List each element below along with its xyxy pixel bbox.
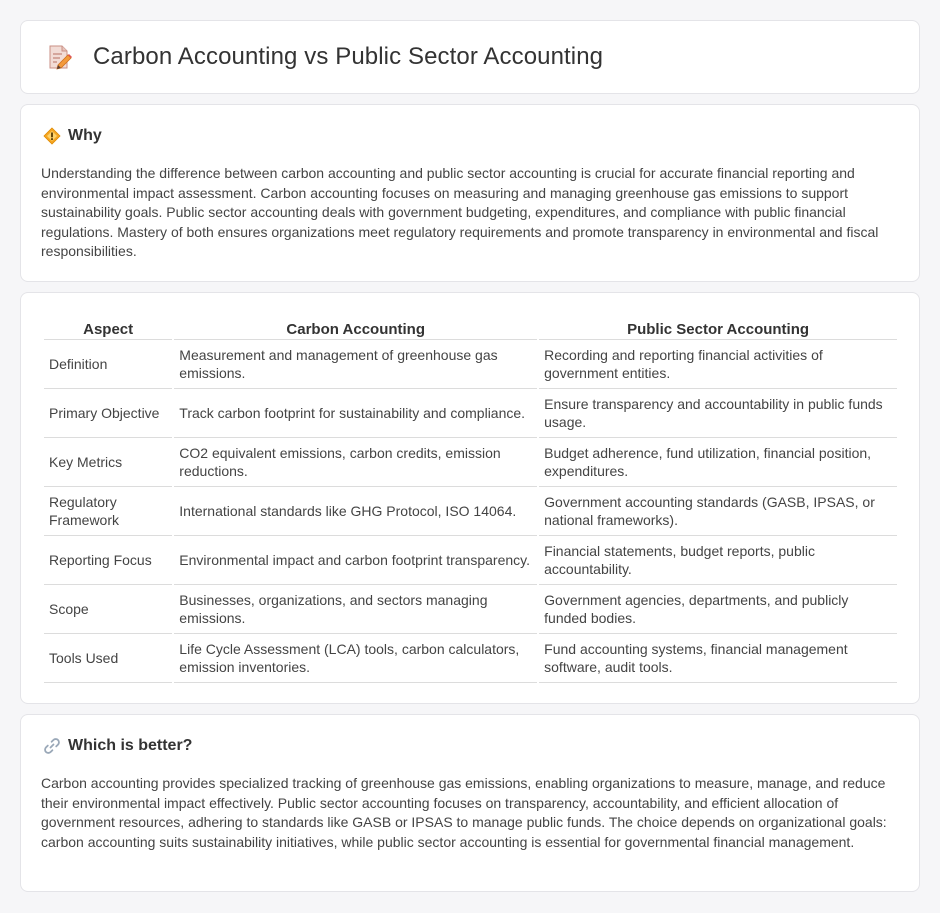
aspect-cell: Primary Objective — [44, 389, 172, 438]
aspect-cell: Regulatory Framework — [44, 487, 172, 536]
table-row — [44, 340, 897, 389]
header-public-sector-accounting: Public Sector Accounting — [539, 313, 897, 340]
aspect-cell: Reporting Focus — [44, 536, 172, 585]
why-body: Understanding the difference between carbon accounting and public sector accounting is crucial for accurate financial reporting and environmental impact assessment. Carbon accounting focuses on measuring and managing greenhouse gas emissions to support sustainability goals. Public sector accounting deals with government budgeting, expenditures, and compliance with public financial regulations. Mastery of both ensures organizations meet regulatory requirements and promote transparency in environmental and fiscal responsibilities. — [41, 165, 879, 259]
table-row — [44, 487, 897, 536]
which-is-better-section — [20, 714, 920, 892]
public-cell: Ensure transparency and accountability in public funds usage. — [539, 389, 897, 438]
better-body: Carbon accounting provides specialized tracking of greenhouse gas emissions, enabling organizations to measure, manage, and reduce their environmental impact effectively. Public sector accounting focuses on transparency, accountability, and efficient allocation of government resources, adhering to standards like GASB or IPSAS to manage public funds. The choice depends on organizational goals: carbon accounting suits sustainability initiatives, while public sector accounting is essential for governmental financial management. — [41, 775, 887, 850]
public-cell: Fund accounting systems, financial management software, audit tools. — [539, 634, 897, 683]
aspect-cell: Key Metrics — [44, 438, 172, 487]
carbon-cell: Life Cycle Assessment (LCA) tools, carbon calculators, emission inventories. — [174, 634, 537, 683]
why-header — [43, 127, 102, 145]
table-row — [44, 536, 897, 585]
carbon-cell: Measurement and management of greenhouse gas emissions. — [174, 340, 537, 389]
public-cell: Budget adherence, fund utilization, financial position, expenditures. — [539, 438, 897, 487]
table-row — [44, 438, 897, 487]
public-cell: Recording and reporting financial activities of government entities. — [539, 340, 897, 389]
public-cell: Government agencies, departments, and publicly funded bodies. — [539, 585, 897, 634]
table-header-row — [44, 313, 897, 340]
carbon-cell: International standards like GHG Protocol, ISO 14064. — [174, 487, 537, 536]
aspect-cell: Tools Used — [44, 634, 172, 683]
better-header — [43, 737, 192, 755]
table-row — [44, 389, 897, 438]
why-section — [20, 104, 920, 282]
carbon-cell: Environmental impact and carbon footprint transparency. — [174, 536, 537, 585]
table-row — [44, 634, 897, 683]
header-aspect: Aspect — [44, 313, 172, 340]
why-title: Why — [68, 127, 102, 144]
public-cell: Financial statements, budget reports, public accountability. — [539, 536, 897, 585]
public-cell: Government accounting standards (GASB, IPSAS, or national frameworks). — [539, 487, 897, 536]
title-row — [45, 43, 603, 71]
comparison-section — [20, 292, 920, 704]
table-row — [44, 585, 897, 634]
document-pencil-icon — [45, 43, 73, 71]
page-title: Carbon Accounting vs Public Sector Accounting — [93, 43, 604, 70]
title-card — [20, 20, 920, 94]
better-title: Which is better? — [68, 737, 193, 754]
carbon-cell: Businesses, organizations, and sectors managing emissions. — [174, 585, 537, 634]
aspect-cell: Scope — [44, 585, 172, 634]
carbon-cell: Track carbon footprint for sustainability and compliance. — [174, 389, 537, 438]
aspect-cell: Definition — [44, 340, 172, 389]
header-carbon-accounting: Carbon Accounting — [174, 313, 537, 340]
link-icon — [43, 737, 61, 755]
warning-diamond-icon — [43, 127, 61, 145]
carbon-cell: CO2 equivalent emissions, carbon credits, emission reductions. — [174, 438, 537, 487]
comparison-table — [42, 313, 899, 683]
